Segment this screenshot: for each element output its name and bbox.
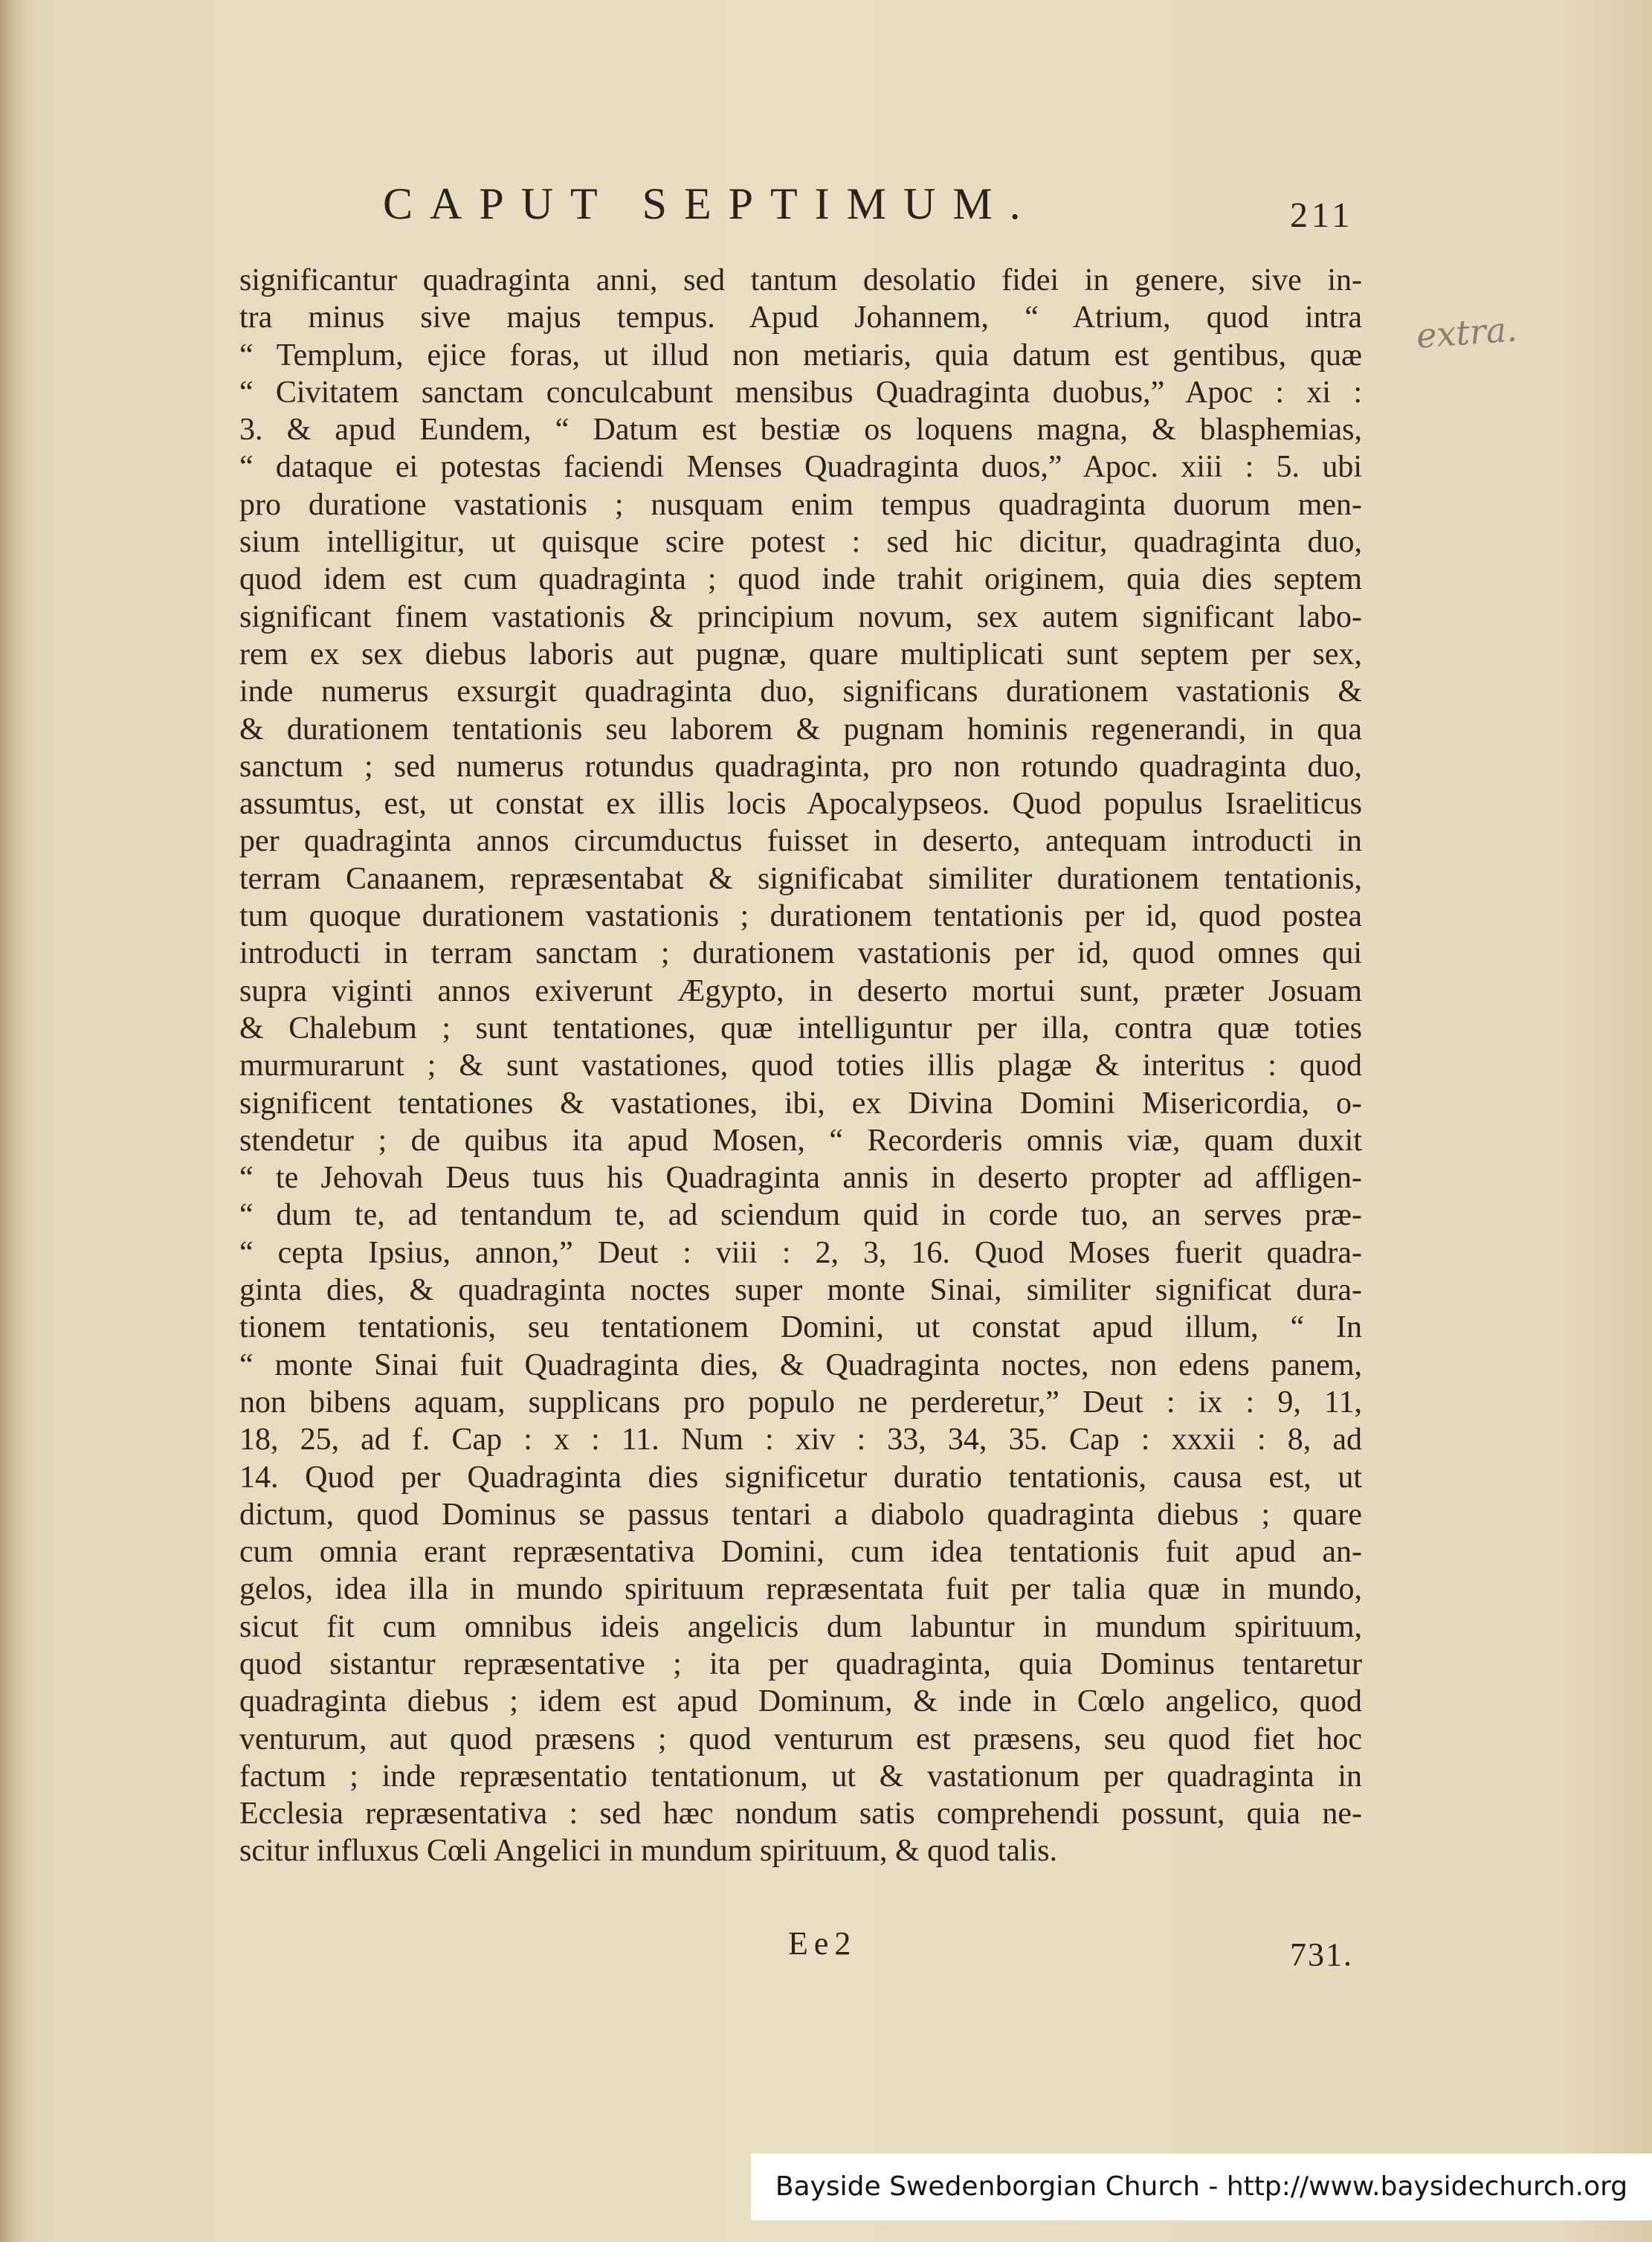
text-line: 18, 25, ad f. Cap : x : 11. Num : xiv : 33, 34, 35. Cap : xxxii : 8, ad	[239, 1423, 1362, 1457]
text-line: cum omnia erant repræsentativa Domini, cum idea tentationis fuit apud an-	[239, 1535, 1362, 1570]
text-line: quod idem est cum quadraginta ; quod inde trahit originem, quia dies septem	[239, 562, 1362, 597]
text-line: murmurarunt ; & sunt vastationes, quod toties illis plagæ & interitus : quod	[239, 1048, 1362, 1083]
text-line: inde numerus exsurgit quadraginta duo, significans durationem vastationis &	[239, 674, 1362, 709]
text-line: venturum, aut quod præsens ; quod venturum est præsens, seu quod fiet hoc	[239, 1721, 1362, 1756]
text-line: gelos, idea illa in mundo spirituum repræsentata fuit per talia quæ in mundo,	[239, 1572, 1362, 1607]
text-line: non bibens aquam, supplicans pro populo ne perderetur,” Deut : ix : 9, 11,	[239, 1385, 1362, 1420]
handwritten-margin-note: extra.	[1415, 309, 1519, 356]
text-line: significantur quadraginta anni, sed tantum desolatio fidei in genere, sive in-	[239, 263, 1362, 297]
text-line: tra minus sive majus tempus. Apud Johannem, “ Atrium, quod intra	[239, 300, 1362, 335]
text-line: Ecclesia repræsentativa : sed hæc nondum satis comprehendi possunt, quia ne-	[239, 1797, 1362, 1832]
text-line: terram Canaanem, repræsentabat & significabat similiter durationem tentationis,	[239, 861, 1362, 896]
text-line: dictum, quod Dominus se passus tentari a diabolo quadraginta diebus ; quare	[239, 1497, 1362, 1532]
text-line: 3. & apud Eundem, “ Datum est bestiæ os loquens magna, & blasphemias,	[239, 413, 1362, 448]
text-line: assumtus, est, ut constat ex illis locis Apocalypseos. Quod populus Israeliticus	[239, 787, 1362, 822]
text-line: ginta dies, & quadraginta noctes super monte Sinai, similiter significat dura-	[239, 1273, 1362, 1308]
text-line: “ monte Sinai fuit Quadraginta dies, & Quadraginta noctes, non edens panem,	[239, 1347, 1362, 1382]
text-line: “ te Jehovah Deus tuus his Quadraginta annis in deserto propter ad affligen-	[239, 1161, 1362, 1196]
text-line: introducti in terram sanctam ; durationem vastationis per id, quod omnes qui	[239, 936, 1362, 971]
text-line: sanctum ; sed numerus rotundus quadraginta, pro non rotundo quadraginta duo,	[239, 749, 1362, 784]
text-line: & durationem tentationis seu laborem & pugnam hominis regenerandi, in qua	[239, 712, 1362, 747]
page-number: 211	[1290, 196, 1354, 235]
text-line: “ Civitatem sanctam conculcabunt mensibus Quadraginta duobus,” Apoc : xi :	[239, 375, 1362, 410]
text-line: “ cepta Ipsius, annon,” Deut : viii : 2, 3, 16. Quod Moses fuerit quadra-	[239, 1235, 1362, 1270]
text-line: “ dataque ei potestas faciendi Menses Quadraginta duos,” Apoc. xiii : 5. ubi	[239, 450, 1362, 485]
text-line: quadraginta diebus ; idem est apud Dominum, & inde in Cœlo angelico, quod	[239, 1684, 1362, 1719]
text-line: sicut fit cum omnibus ideis angelicis dum labuntur in mundum spirituum,	[239, 1609, 1362, 1644]
text-line: rem ex sex diebus laboris aut pugnæ, quare multiplicati sunt septem per sex,	[239, 637, 1362, 671]
text-line: & Chalebum ; sunt tentationes, quæ intelliguntur per illa, contra quæ toties	[239, 1011, 1362, 1046]
text-line: “ dum te, ad tentandum te, ad sciendum quid in corde tuo, an serves præ-	[239, 1198, 1362, 1233]
text-line: scitur influxus Cœli Angelici in mundum spirituum, & quod talis.	[239, 1834, 1058, 1869]
text-line: significent tentationes & vastationes, ibi, ex Divina Domini Misericordia, o-	[239, 1086, 1362, 1121]
text-line: tum quoque durationem vastationis ; durationem tentationis per id, quod postea	[239, 899, 1362, 934]
text-line: significant finem vastationis & principium novum, sex autem significant labo-	[239, 599, 1362, 634]
text-line: tionem tentationis, seu tentationem Domini, ut constat apud illum, “ In	[239, 1310, 1362, 1345]
text-line: 14. Quod per Quadraginta dies significetur duratio tentationis, causa est, ut	[239, 1460, 1362, 1495]
text-line: “ Templum, ejice foras, ut illud non metiaris, quia datum est gentibus, quæ	[239, 338, 1362, 373]
text-line: quod sistantur repræsentative ; ita per quadraginta, quia Dominus tentaretur	[239, 1646, 1362, 1681]
signature-mark: Ee2	[788, 1925, 857, 1962]
archive-page-number: 731.	[1290, 1936, 1353, 1973]
text-line: pro duratione vastationis ; nusquam enim tempus quadraginta duorum men-	[239, 487, 1362, 522]
body-text	[239, 262, 1362, 1870]
text-line: stendetur ; de quibus ita apud Mosen, “ Recorderis omnis viæ, quam duxit	[239, 1123, 1362, 1158]
text-line: supra viginti annos exiverunt Ægypto, in deserto mortui sunt, præter Josuam	[239, 973, 1362, 1008]
watermark-banner: Bayside Swedenborgian Church - http://www.baysidechurch.org	[751, 2154, 1652, 2220]
text-line: factum ; inde repræsentatio tentationum, ut & vastationum per quadraginta in	[239, 1759, 1362, 1794]
text-line: per quadraginta annos circumductus fuisset in deserto, antequam introducti in	[239, 824, 1362, 859]
text-line: sium intelligitur, ut quisque scire potest : sed hic dicitur, quadraginta duo,	[239, 525, 1362, 560]
page-title: CAPUT SEPTIMUM.	[383, 179, 1038, 228]
